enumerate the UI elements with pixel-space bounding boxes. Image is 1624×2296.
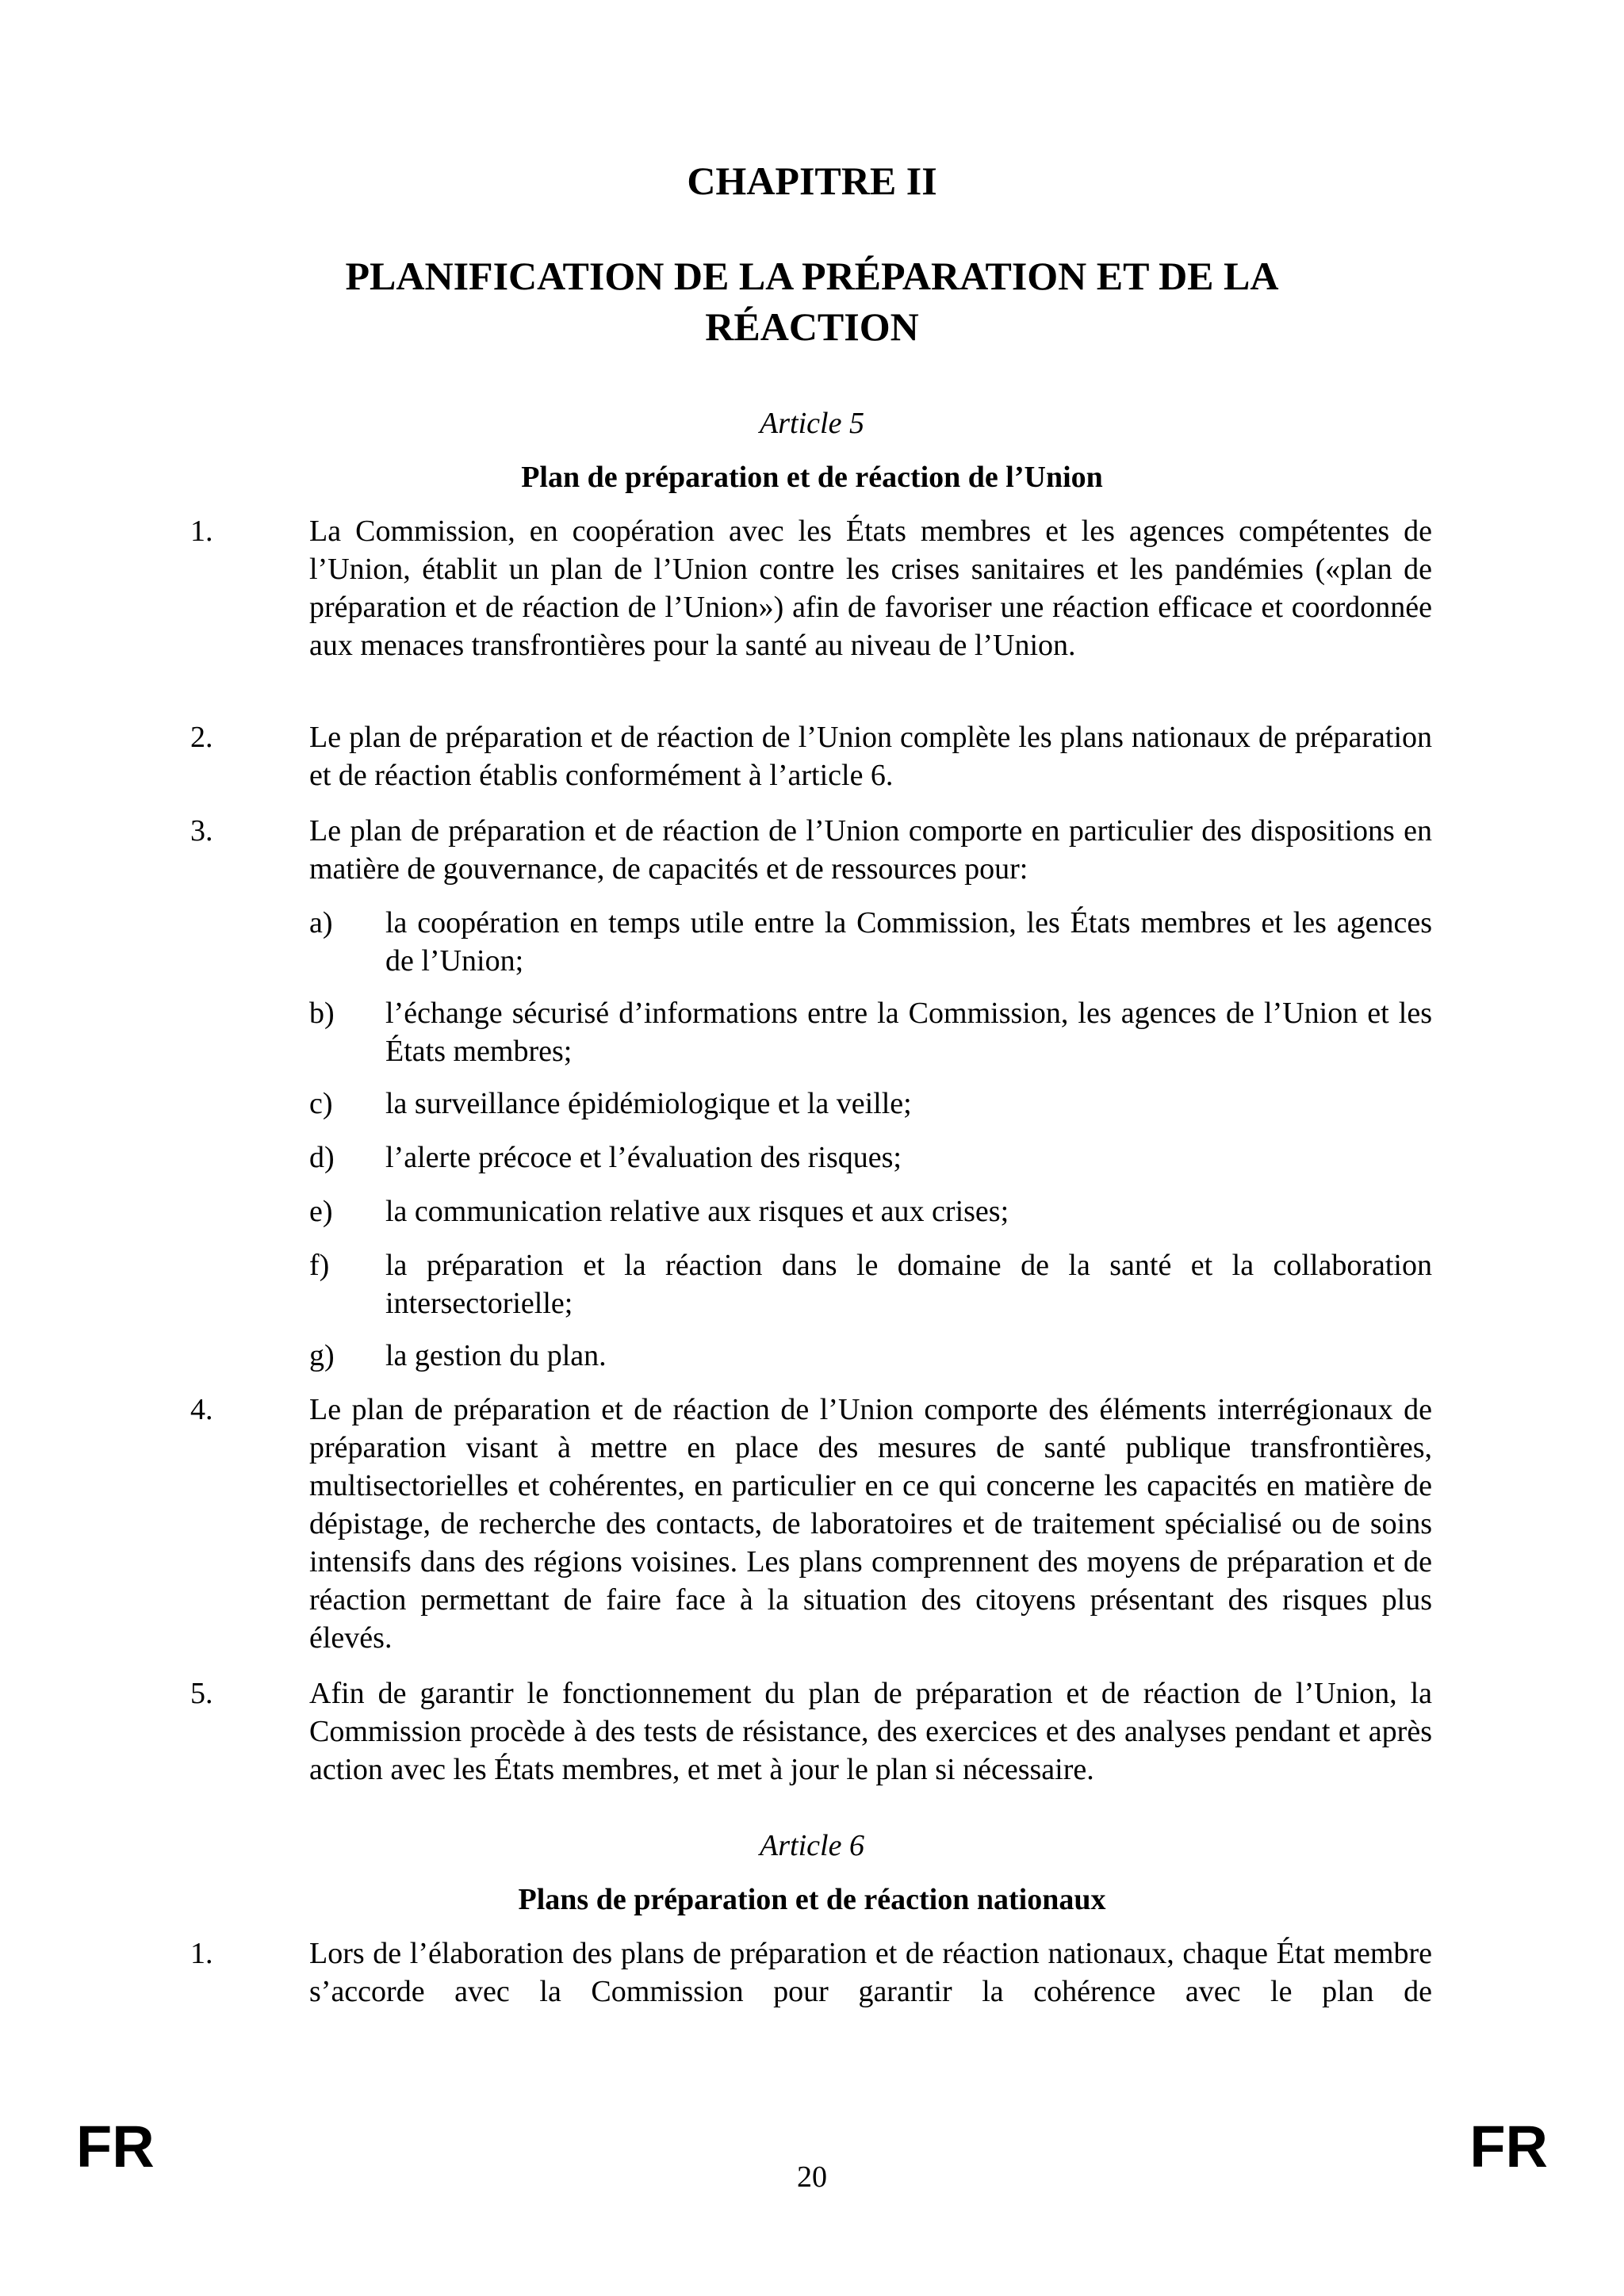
chapter-subtitle: PLANIFICATION DE LA PRÉPARATION ET DE LA RÉACTION — [345, 254, 1279, 349]
list-item-letter: d) — [309, 1141, 335, 1174]
list-item-b — [309, 994, 1432, 1070]
list-item-letter: a) — [309, 906, 333, 939]
list-item-text: la communication relative aux risques et aux crises; — [385, 1195, 1009, 1228]
list-item-letter: e) — [309, 1195, 333, 1228]
paragraph-number: 2. — [190, 721, 213, 754]
list-item-f — [309, 1246, 1432, 1322]
article-6-number: Article 6 — [760, 1829, 864, 1862]
article-5-paragraph-2 — [190, 718, 1432, 794]
list-item-letter: b) — [309, 997, 335, 1030]
article-5-paragraph-1 — [190, 512, 1432, 664]
chapter-title: CHAPITRE II — [687, 159, 937, 203]
article-6-paragraph-1 — [190, 1934, 1432, 2011]
article-6-title: Plans de préparation et de réaction nationaux — [518, 1883, 1106, 1916]
list-item-text: l’échange sécurisé d’informations entre la Commission, les agences de l’Union et les États membres; — [385, 997, 1432, 1068]
article-5-title: Plan de préparation et de réaction de l’Union — [521, 461, 1103, 494]
paragraph-text: Le plan de préparation et de réaction de l’Union comporte des éléments interrégionaux de préparation visant à mettre en place des mesures de santé publique transfrontières, multisectorielles et cohérentes, en particulier en ce qui concerne les capacités en matière de dépistage, de recherche des contacts, de laboratoires et de traitement spécialisé ou de soins intensifs dans des régions voisines. Les plans comprennent des moyens de préparation et de réaction permettant de faire face à la situation des citoyens présentant des risques plus élevés. — [309, 1393, 1432, 1655]
article-5-number: Article 5 — [760, 407, 864, 440]
list-item-text: la gestion du plan. — [385, 1339, 607, 1372]
paragraph-number: 1. — [190, 515, 213, 548]
paragraph-text: La Commission, en coopération avec les États membres et les agences compétentes de l’Union, établit un plan de l’Union contre les crises sanitaires et les pandémies («plan de préparation et de réaction de l’Union») afin de favoriser une réaction efficace et coordonnée aux menaces transfrontières pour la santé au niveau de l’Union. — [309, 515, 1432, 662]
list-item-g — [309, 1337, 1432, 1375]
paragraph-text: Lors de l’élaboration des plans de préparation et de réaction nationaux, chaque État membre s’accorde avec la Commission pour garantir la cohérence avec le plan de — [309, 1937, 1432, 2008]
list-item-text: l’alerte précoce et l’évaluation des risques; — [385, 1141, 902, 1174]
list-item-letter: f) — [309, 1249, 330, 1282]
page-number: 20 — [797, 2160, 827, 2194]
paragraph-number: 5. — [190, 1677, 213, 1710]
list-item-letter: c) — [309, 1087, 333, 1120]
list-item-e — [309, 1192, 1432, 1230]
paragraph-text: Le plan de préparation et de réaction de l’Union comporte en particulier des dispositions en matière de gouvernance, de capacités et de ressources pour: — [309, 814, 1432, 886]
list-item-text: la coopération en temps utile entre la Commission, les États membres et les agences de l’Union; — [385, 906, 1432, 978]
article-5-paragraph-5 — [190, 1674, 1432, 1789]
list-item-a — [309, 904, 1432, 980]
list-item-c — [309, 1085, 1432, 1123]
paragraph-text: Afin de garantir le fonctionnement du plan de préparation et de réaction de l’Union, la Commission procède à des tests de résistance, des exercices et des analyses pendant et après action avec les États membres, et met à jour le plan si nécessaire. — [309, 1677, 1432, 1786]
list-item-letter: g) — [309, 1339, 335, 1372]
article-5-paragraph-4 — [190, 1391, 1432, 1657]
list-item-text: la surveillance épidémiologique et la veille; — [385, 1087, 912, 1120]
list-item-text: la préparation et la réaction dans le domaine de la santé et la collaboration intersectorielle; — [385, 1249, 1432, 1320]
list-item-d — [309, 1138, 1432, 1177]
language-code-left: FR — [76, 2114, 155, 2179]
language-code-right: FR — [1469, 2114, 1548, 2179]
paragraph-number: 4. — [190, 1393, 213, 1426]
paragraph-number: 1. — [190, 1937, 213, 1970]
paragraph-number: 3. — [190, 814, 213, 848]
paragraph-text: Le plan de préparation et de réaction de l’Union complète les plans nationaux de préparation et de réaction établis conformément à l’article 6. — [309, 721, 1432, 792]
article-5-paragraph-3 — [190, 812, 1432, 888]
